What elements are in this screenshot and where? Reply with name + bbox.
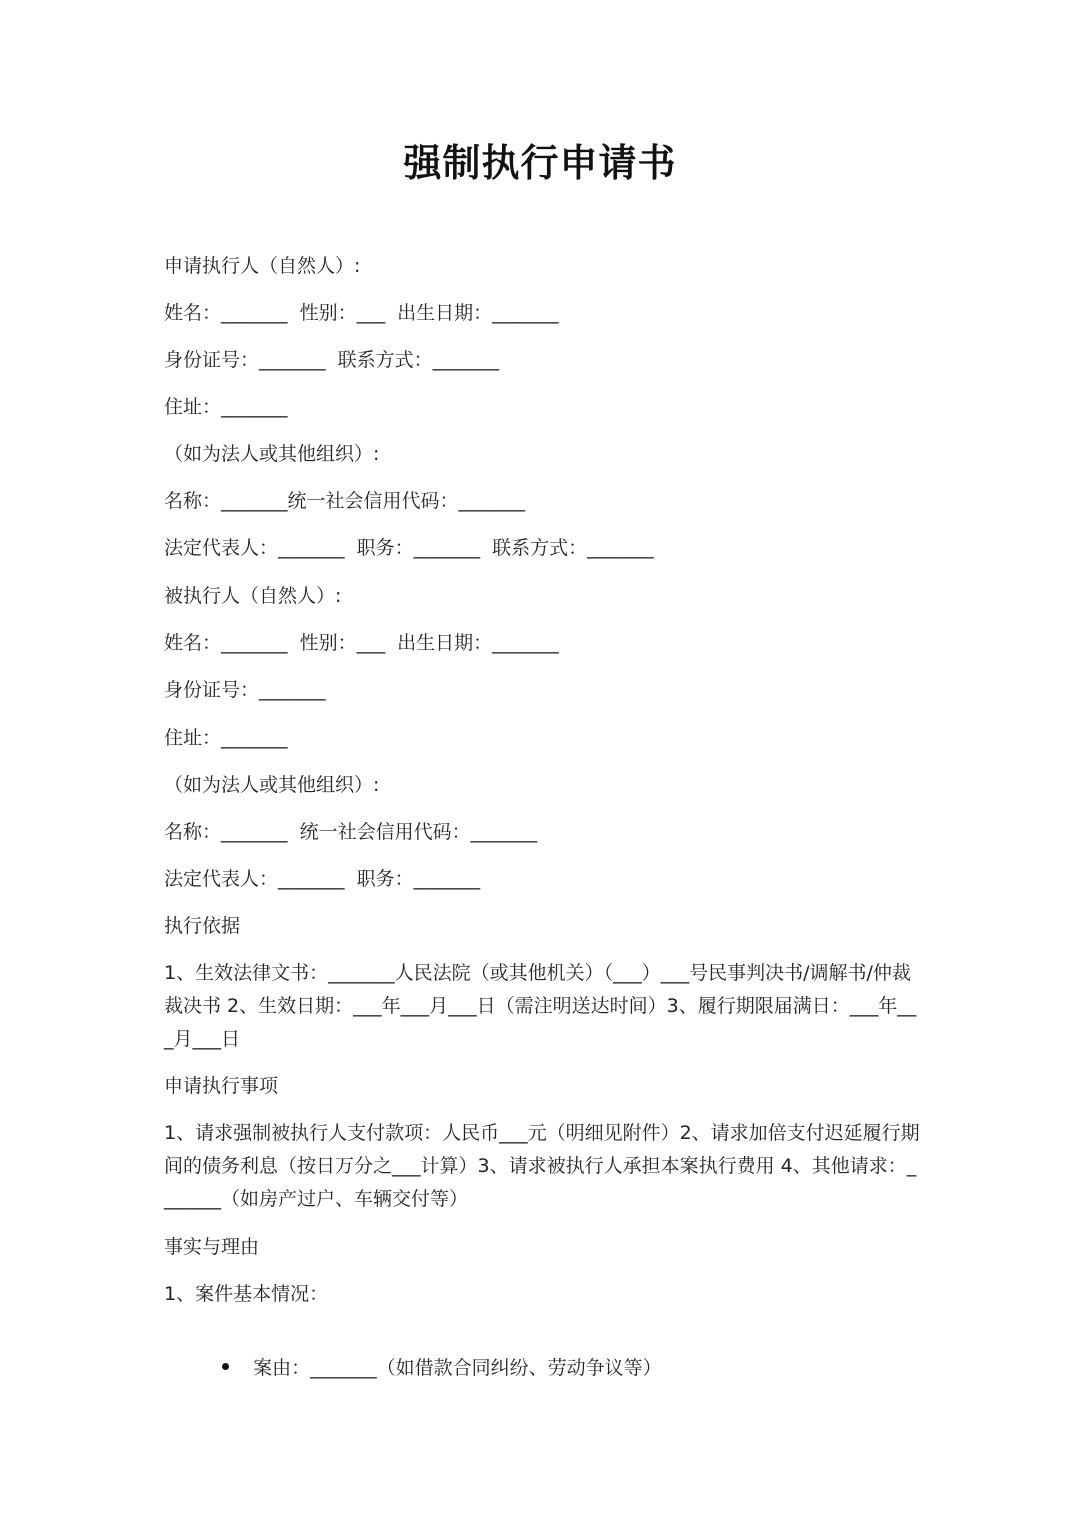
applicant-name-gender-birth: 姓名：_______ 性别：___ 出生日期：_______	[164, 302, 559, 324]
respondent-legal-rep: 法定代表人：_______ 职务：_______	[164, 868, 481, 890]
applicant-heading: 申请执行人（自然人）:	[164, 255, 361, 277]
items-heading: 申请执行事项	[164, 1075, 279, 1097]
applicant-legal-rep: 法定代表人：_______ 职务：_______ 联系方式：_______	[164, 537, 654, 559]
items-paragraph: 1、请求强制被执行人支付款项：人民币___元（明细见附件）2、请求加倍支付迟延履行期间的债务利息（按日万分之___计算）3、请求被执行人承担本案执行费用 4、其他请求：_______（如房产过户、车辆交付等）	[164, 1122, 920, 1210]
document-title: 强制执行申请书	[403, 141, 677, 185]
applicant-address: 住址：_______	[164, 396, 288, 418]
applicant-id-contact: 身份证号：_______ 联系方式：_______	[164, 349, 500, 371]
respondent-heading: 被执行人（自然人）:	[164, 585, 342, 607]
respondent-name-gender-birth: 姓名：_______ 性别：___ 出生日期：_______	[164, 632, 559, 654]
list-item	[198, 1329, 662, 1407]
respondent-address: 住址：_______	[164, 727, 288, 749]
basis-paragraph: 1、生效法律文书：_______人民法院（或其他机关）（___）___号民事判决书/调解书/仲裁裁决书 2、生效日期：___年___月___日（需注明送达时间）3、履行期限届满日：___年___月___日	[164, 962, 917, 1050]
respondent-org-note: （如为法人或其他组织）:	[164, 774, 380, 796]
applicant-org-note: （如为法人或其他组织）:	[164, 443, 380, 465]
list-item-text: 案由：_______（如借款合同纠纷、劳动争议等）	[253, 1357, 662, 1379]
facts-subheading: 1、案件基本情况：	[164, 1283, 329, 1305]
applicant-org-name-code: 名称：_______统一社会信用代码：_______	[164, 490, 526, 512]
basis-heading: 执行依据	[164, 915, 241, 937]
facts-heading: 事实与理由	[164, 1236, 260, 1258]
respondent-org-name-code: 名称：_______ 统一社会信用代码：_______	[164, 821, 538, 843]
bullet-icon	[222, 1363, 229, 1370]
respondent-id: 身份证号：_______	[164, 679, 326, 701]
